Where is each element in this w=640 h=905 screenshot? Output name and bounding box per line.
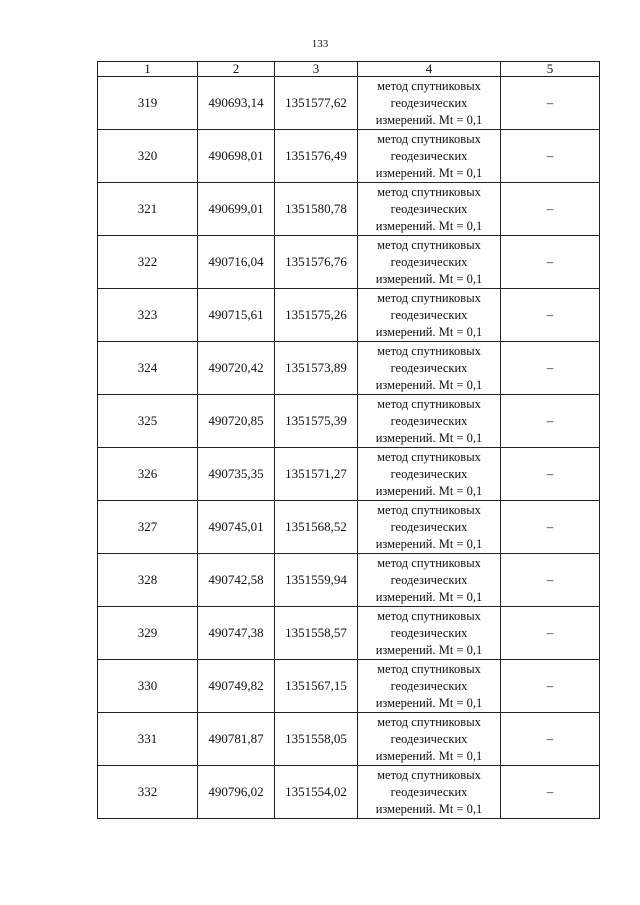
method-cell [358, 236, 501, 289]
method-line: метод спутниковых [377, 661, 481, 676]
point-number-cell: 322 [98, 236, 198, 289]
method-line: геодезических [390, 95, 468, 110]
method-line: измерений. Mt = 0,1 [375, 218, 483, 233]
column-header-3: 3 [275, 62, 358, 77]
method-line: измерений. Mt = 0,1 [375, 801, 483, 816]
y-coordinate-cell: 1351554,02 [275, 766, 358, 819]
x-coordinate-cell: 490716,04 [198, 236, 275, 289]
column-header-1: 1 [98, 62, 198, 77]
method-line: измерений. Mt = 0,1 [375, 748, 483, 763]
method-line: геодезических [390, 307, 468, 322]
point-number-cell: 319 [98, 77, 198, 130]
y-coordinate-cell: 1351558,57 [275, 607, 358, 660]
method-line: измерений. Mt = 0,1 [375, 271, 483, 286]
method-line: геодезических [390, 413, 468, 428]
method-line: метод спутниковых [377, 555, 481, 570]
note-cell: – [501, 501, 600, 554]
method-line: геодезических [390, 201, 468, 216]
x-coordinate-cell: 490698,01 [198, 130, 275, 183]
table-row [98, 289, 600, 342]
point-number-cell: 331 [98, 713, 198, 766]
method-line: измерений. Mt = 0,1 [375, 324, 483, 339]
method-cell [358, 342, 501, 395]
y-coordinate-cell: 1351568,52 [275, 501, 358, 554]
method-line: метод спутниковых [377, 78, 481, 93]
x-coordinate-cell: 490720,85 [198, 395, 275, 448]
table-row [98, 554, 600, 607]
y-coordinate-cell: 1351577,62 [275, 77, 358, 130]
x-coordinate-cell: 490781,87 [198, 713, 275, 766]
table-body [98, 77, 600, 819]
method-line: метод спутниковых [377, 608, 481, 623]
y-coordinate-cell: 1351576,49 [275, 130, 358, 183]
method-cell [358, 130, 501, 183]
method-line: метод спутниковых [377, 396, 481, 411]
y-coordinate-cell: 1351580,78 [275, 183, 358, 236]
table-row [98, 766, 600, 819]
y-coordinate-cell: 1351567,15 [275, 660, 358, 713]
method-cell [358, 501, 501, 554]
method-cell [358, 183, 501, 236]
method-line: геодезических [390, 148, 468, 163]
table-row [98, 660, 600, 713]
table-row [98, 713, 600, 766]
column-header-4: 4 [358, 62, 501, 77]
method-line: геодезических [390, 519, 468, 534]
point-number-cell: 332 [98, 766, 198, 819]
x-coordinate-cell: 490715,61 [198, 289, 275, 342]
page-number: 133 [311, 38, 329, 50]
table-row [98, 77, 600, 130]
method-line: геодезических [390, 572, 468, 587]
note-cell: – [501, 395, 600, 448]
table-row [98, 395, 600, 448]
point-number-cell: 328 [98, 554, 198, 607]
method-line: метод спутниковых [377, 184, 481, 199]
method-line: измерений. Mt = 0,1 [375, 695, 483, 710]
method-line: измерений. Mt = 0,1 [375, 430, 483, 445]
point-number-cell: 321 [98, 183, 198, 236]
note-cell: – [501, 554, 600, 607]
method-line: метод спутниковых [377, 449, 481, 464]
point-number-cell: 320 [98, 130, 198, 183]
y-coordinate-cell: 1351575,26 [275, 289, 358, 342]
note-cell: – [501, 660, 600, 713]
point-number-cell: 330 [98, 660, 198, 713]
note-cell: – [501, 766, 600, 819]
method-cell [358, 448, 501, 501]
note-cell: – [501, 289, 600, 342]
method-line: измерений. Mt = 0,1 [375, 377, 483, 392]
table-row [98, 448, 600, 501]
method-line: геодезических [390, 731, 468, 746]
method-line: метод спутниковых [377, 714, 481, 729]
method-line: метод спутниковых [377, 131, 481, 146]
method-cell [358, 607, 501, 660]
method-line: метод спутниковых [377, 502, 481, 517]
method-line: геодезических [390, 625, 468, 640]
note-cell: – [501, 77, 600, 130]
method-cell [358, 766, 501, 819]
method-cell [358, 289, 501, 342]
table-row [98, 501, 600, 554]
x-coordinate-cell: 490796,02 [198, 766, 275, 819]
method-line: измерений. Mt = 0,1 [375, 112, 483, 127]
method-cell [358, 660, 501, 713]
y-coordinate-cell: 1351558,05 [275, 713, 358, 766]
note-cell: – [501, 130, 600, 183]
table-row [98, 342, 600, 395]
x-coordinate-cell: 490749,82 [198, 660, 275, 713]
method-line: геодезических [390, 254, 468, 269]
method-line: геодезических [390, 678, 468, 693]
coordinates-table [97, 61, 600, 819]
method-line: геодезических [390, 360, 468, 375]
method-cell [358, 395, 501, 448]
table-row [98, 130, 600, 183]
column-header-2: 2 [198, 62, 275, 77]
x-coordinate-cell: 490699,01 [198, 183, 275, 236]
method-line: измерений. Mt = 0,1 [375, 165, 483, 180]
note-cell: – [501, 713, 600, 766]
method-line: измерений. Mt = 0,1 [375, 589, 483, 604]
method-cell [358, 554, 501, 607]
method-cell [358, 77, 501, 130]
method-line: измерений. Mt = 0,1 [375, 536, 483, 551]
x-coordinate-cell: 490745,01 [198, 501, 275, 554]
method-line: метод спутниковых [377, 343, 481, 358]
y-coordinate-cell: 1351575,39 [275, 395, 358, 448]
note-cell: – [501, 448, 600, 501]
method-line: измерений. Mt = 0,1 [375, 642, 483, 657]
x-coordinate-cell: 490747,38 [198, 607, 275, 660]
table-row [98, 236, 600, 289]
note-cell: – [501, 183, 600, 236]
x-coordinate-cell: 490742,58 [198, 554, 275, 607]
point-number-cell: 325 [98, 395, 198, 448]
column-header-5: 5 [501, 62, 600, 77]
method-line: измерений. Mt = 0,1 [375, 483, 483, 498]
table-header-row [98, 62, 600, 77]
x-coordinate-cell: 490735,35 [198, 448, 275, 501]
point-number-cell: 327 [98, 501, 198, 554]
table-row [98, 607, 600, 660]
method-line: метод спутниковых [377, 767, 481, 782]
x-coordinate-cell: 490693,14 [198, 77, 275, 130]
y-coordinate-cell: 1351573,89 [275, 342, 358, 395]
point-number-cell: 323 [98, 289, 198, 342]
note-cell: – [501, 607, 600, 660]
point-number-cell: 329 [98, 607, 198, 660]
x-coordinate-cell: 490720,42 [198, 342, 275, 395]
method-line: метод спутниковых [377, 237, 481, 252]
note-cell: – [501, 342, 600, 395]
point-number-cell: 324 [98, 342, 198, 395]
note-cell: – [501, 236, 600, 289]
y-coordinate-cell: 1351576,76 [275, 236, 358, 289]
method-line: метод спутниковых [377, 290, 481, 305]
method-line: геодезических [390, 784, 468, 799]
y-coordinate-cell: 1351559,94 [275, 554, 358, 607]
table-row [98, 183, 600, 236]
method-cell [358, 713, 501, 766]
method-line: геодезических [390, 466, 468, 481]
point-number-cell: 326 [98, 448, 198, 501]
y-coordinate-cell: 1351571,27 [275, 448, 358, 501]
